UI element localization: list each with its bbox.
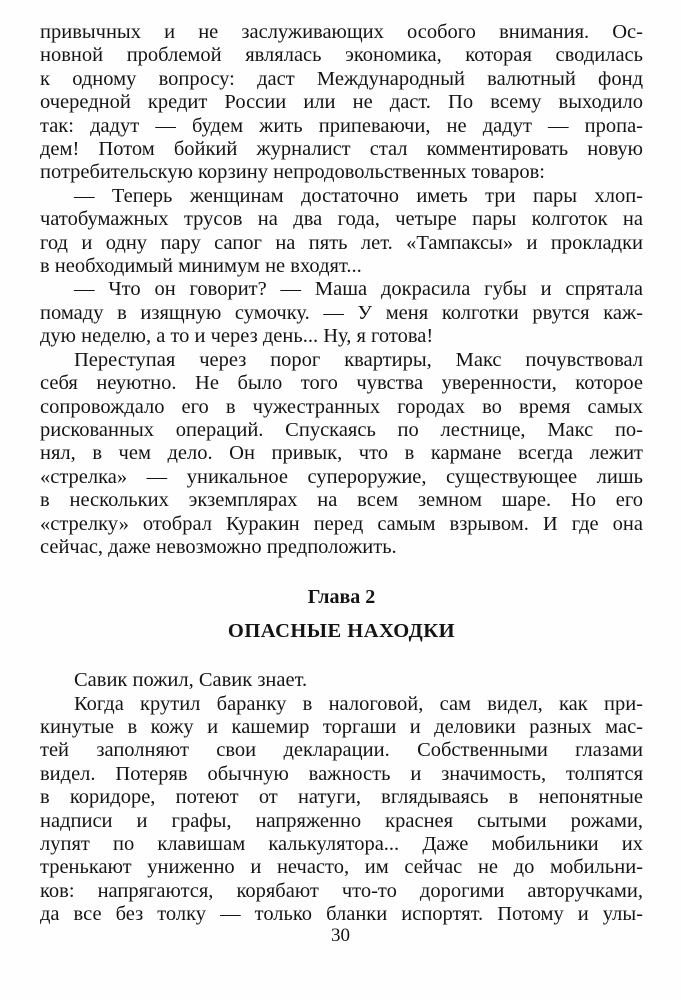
paragraph [40,278,643,348]
paragraph [40,21,643,185]
text-line: сопровождало его в чужестранных городах во время самых [40,395,643,418]
text-line: рискованных операций. Спускаясь по лестнице, Макс по- [40,418,643,441]
text-line: год и одну пару сапог на пять лет. «Тампаксы» и прокладки [40,231,643,254]
text-line: — Что он говорит? — Маша докрасила губы и спрятала [74,278,643,301]
text-line: Савик пожил, Савик знает. [74,669,308,692]
paragraph [40,693,643,927]
text-line: к одному вопросу: даст Международный валютный фонд [40,67,643,90]
chapter-label: Глава 2 [307,586,376,609]
text-line: — Теперь женщинам достаточно иметь три пары хлоп- [74,184,643,207]
page-number: 30 [331,925,350,946]
text-line: дем! Потом бойкий журналист стал комментировать новую [40,138,643,161]
text-line: Когда крутил баранку в налоговой, сам видел, как при- [74,692,643,715]
text-line: надписи и графы, напряженно краснея сытыми рожами, [40,809,643,832]
text-line: «стрелка» — уникальное супероружие, существующее лишь [40,465,643,488]
text-line: привычных и не заслуживающих особого внимания. Ос- [40,21,643,43]
text-line: новной проблемой являлась экономика, которая сводилась [40,44,643,67]
text-line: в необходимый минимум не входят... [40,255,362,278]
text-line: «стрелку» отобрал Куракин перед самым взрывом. И где она [40,512,643,535]
text-line: так: дадут — будем жить припеваючи, не дадут — пропа- [40,114,643,137]
text-line: очередной кредит России или не даст. По всему выходило [40,91,643,114]
text-line: в нескольких экземплярах на всем земном шаре. Но его [40,489,643,512]
chapter-title: ОПАСНЫЕ НАХОДКИ [227,619,456,642]
paragraph [40,669,643,692]
text-line: нял, в чем дело. Он привык, что в кармане всегда лежит [40,442,643,465]
page-text [40,21,643,927]
text-line: в коридоре, потеют от натуги, вглядываясь в непонятные [40,786,643,809]
text-line: потребительскую корзину непродовольственных товаров: [40,161,545,184]
text-line: чатобумажных трусов на два года, четыре пары колготок на [40,208,643,231]
text-line: Переступая через порог квартиры, Макс почувствовал [74,348,643,371]
paragraph [40,185,643,279]
text-line: лупят по клавишам калькулятора... Даже мобильники их [40,833,643,855]
text-line: дую неделю, а то и через день... Ну, я готова! [40,325,434,348]
text-line: тренькают униженно и нечасто, им сейчас не до мобильни- [40,856,643,879]
text-line: сейчас, даже невозможно предположить. [40,535,397,558]
text-line: тей заполняют свои декларации. Собственными глазами [40,739,643,762]
text-line: помаду в изящную сумочку. — У меня колготки рвутся каж- [40,301,643,324]
text-line: видел. Потеряв обычную важность и значимость, толпятся [40,762,643,785]
text-line: да все без толку — только бланки испортят. Потому и улы- [40,903,643,926]
text-line: ков: напрягаются, корябают что-то дорогими авторучками, [40,879,643,902]
paragraph [40,349,643,560]
text-line: себя неуютно. Не было того чувства уверенности, которое [40,372,643,395]
text-line: кинутые в кожу и кашемир торгаши и деловики разных мас- [40,715,643,738]
